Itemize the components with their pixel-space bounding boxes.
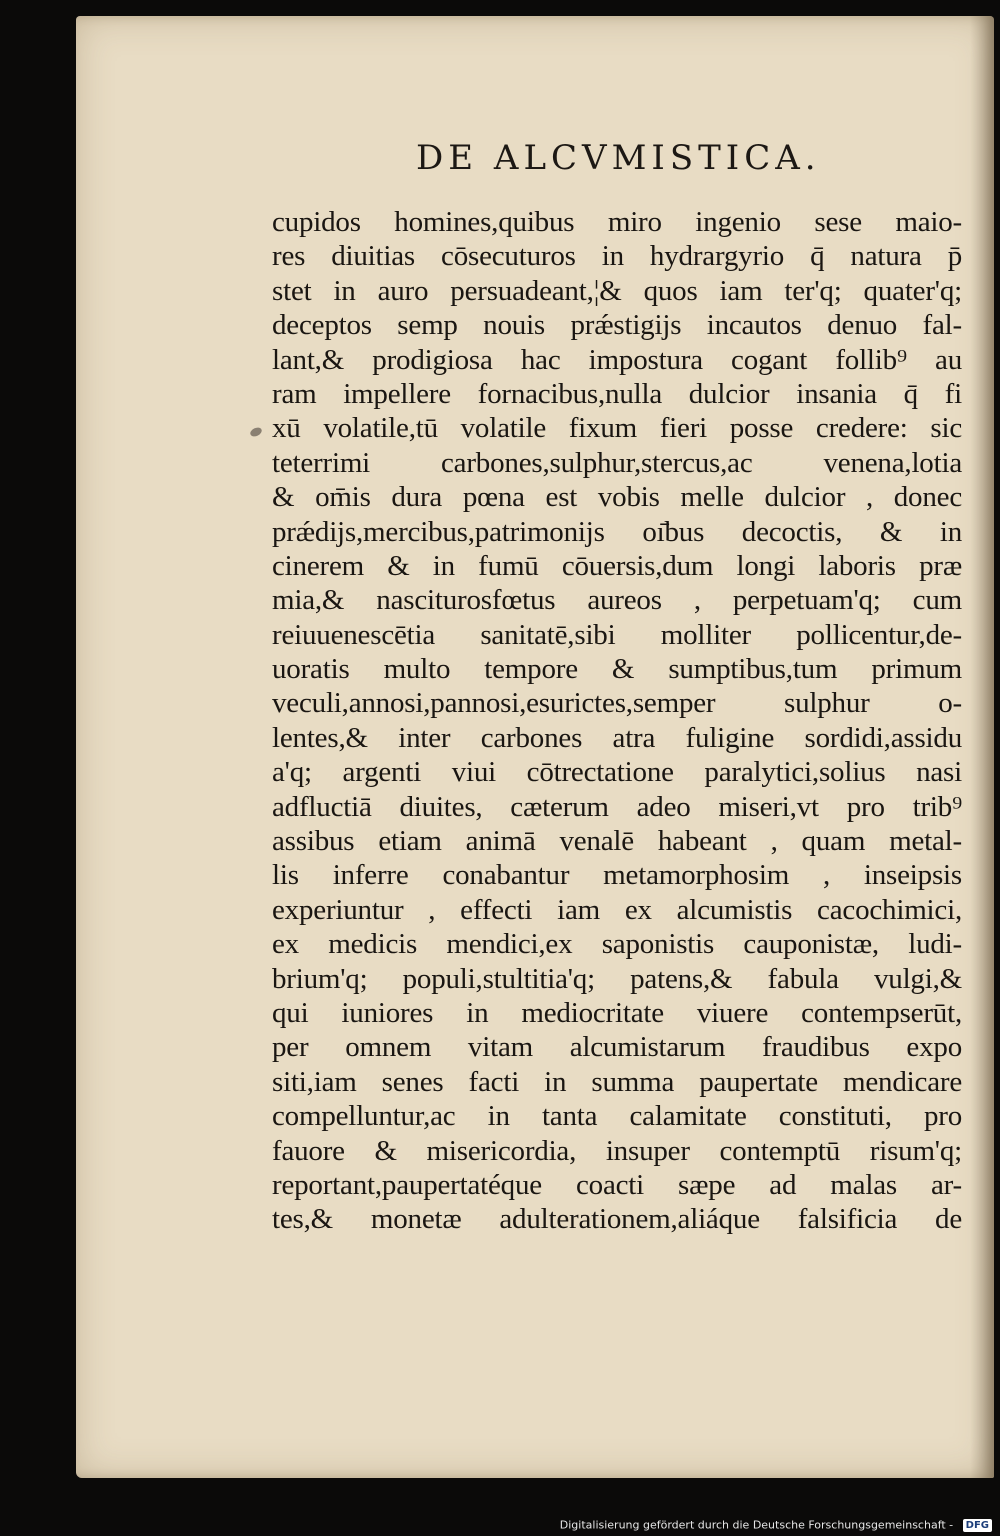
text-line: lentes,& inter carbones atra fuligine sordidi,assidu	[272, 721, 962, 754]
credit-text: Digitalisierung gefördert durch die Deutsche Forschungsgemeinschaft -	[559, 1518, 954, 1532]
text-line: ex medicis mendici,ex saponistis cauponistæ, ludi-	[272, 928, 962, 961]
text-line: assibus etiam animā venalē habeant , quam metal-	[272, 825, 962, 858]
text-line: reiuuenescētia sanitatē,sibi molliter pollicentur,de-	[272, 618, 962, 651]
text-line: & om̄is dura pœna est vobis melle dulcior , donec	[272, 481, 962, 514]
body-text	[272, 205, 962, 1237]
text-line: tes,& monetæ adulterationem,aliáque falsificia de	[272, 1203, 962, 1236]
text-line: qui iuniores in mediocritate viuere contempserūt,	[272, 996, 962, 1029]
text-line: lant,& prodigiosa hac impostura cogant follib⁹ au	[272, 343, 962, 376]
text-line: siti,iam senes facti in summa paupertate mendicare	[272, 1065, 962, 1098]
text-line: mia,& nasciturosfœtus aureos , perpetuam'q; cum	[272, 584, 962, 617]
text-line: uoratis multo tempore & sumptibus,tum primum	[272, 653, 962, 686]
text-line: ram impellere fornacibus,nulla dulcior insania q̄ fi	[272, 377, 962, 410]
text-line: cinerem & in fumū cōuersis,dum longi laboris præ	[272, 549, 962, 582]
text-line: deceptos semp nouis prǽstigijs incautos denuo fal-	[272, 309, 962, 342]
text-line: compelluntur,ac in tanta calamitate constituti, pro	[272, 1100, 962, 1133]
running-head: DE ALCVMISTICA.	[416, 138, 821, 178]
text-line: experiuntur , effecti iam ex alcumistis cacochimici,	[272, 893, 962, 926]
digitization-credit	[0, 1518, 992, 1532]
text-line: a'q; argenti viui cōtrectatione paralytici,solius nasi	[272, 756, 962, 789]
text-line: veculi,annosi,pannosi,esurictes,semper sulphur o-	[272, 687, 962, 720]
text-line: adfluctiā diuites, cæterum adeo miseri,vt pro trib⁹	[272, 790, 962, 823]
text-line: teterrimi carbones,sulphur,stercus,ac venena,lotia	[272, 446, 962, 479]
text-line: prǽdijs,mercibus,patrimonijs oı̄bus decoctis, & in	[272, 515, 962, 548]
text-line: xū volatile,tū volatile fixum fieri posse credere: sic	[272, 412, 962, 445]
text-line: stet in auro persuadeant,¦& quos iam ter'q; quater'q;	[272, 274, 962, 307]
text-line: res diuitias cōsecuturos in hydrargyrio q̄ natura p̄	[272, 240, 962, 273]
text-line: fauore & misericordia, insuper contemptū risum'q;	[272, 1134, 962, 1167]
text-line: brium'q; populi,stultitia'q; patens,& fabula vulgi,&	[272, 962, 962, 995]
text-line: cupidos homines,quibus miro ingenio sese maio-	[272, 206, 962, 238]
text-line: lis inferre conabantur metamorphosim , inseipsis	[272, 859, 962, 892]
text-line: per omnem vitam alcumistarum fraudibus expo	[272, 1031, 962, 1064]
text-line: reportant,paupertatéque coacti sæpe ad malas ar-	[272, 1168, 962, 1201]
dfg-logo-icon: DFG	[963, 1519, 992, 1532]
